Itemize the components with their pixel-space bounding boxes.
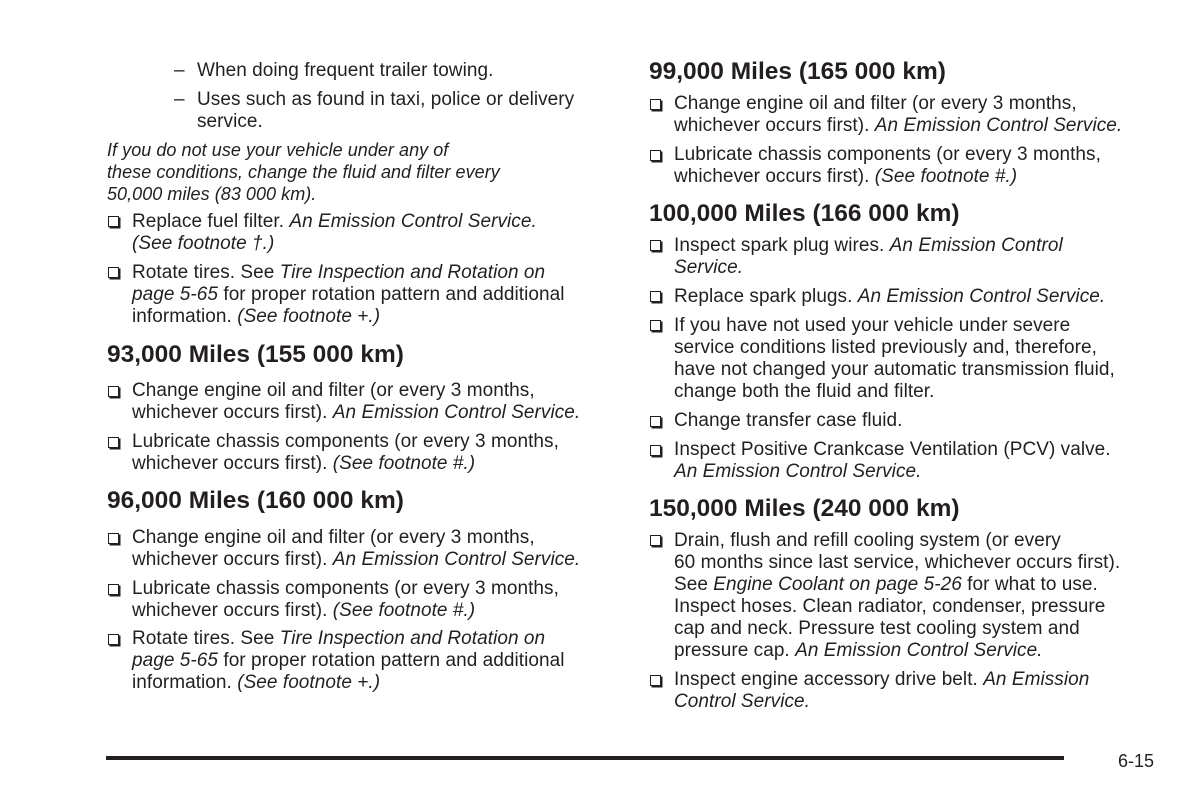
item-text: whichever occurs first).	[674, 115, 875, 136]
checklist-item-transfer-case-fluid: Change transfer case fluid.	[674, 410, 903, 431]
checkbox-icon[interactable]	[650, 150, 661, 161]
footnote-reference: (See footnote +.)	[237, 306, 381, 327]
checklist-item-transmission-fluid: If you have not used your vehicle under severe	[674, 315, 1071, 336]
checklist-item-rotate-tires-cont	[132, 650, 565, 672]
item-text: whichever occurs first).	[132, 600, 333, 621]
footnote-reference: (See footnote #.)	[332, 453, 476, 474]
checklist-item-rotate-tires-cont	[132, 672, 380, 694]
checklist-item-cooling-system: Drain, flush and refill cooling system (or every	[674, 530, 1061, 551]
item-text: for proper rotation pattern and additional	[218, 284, 565, 305]
item-text: Rotate tires. See	[132, 262, 280, 283]
checklist-item-transmission-fluid-cont: have not changed your automatic transmission fluid,	[674, 359, 1115, 380]
emission-control-note: An Emission Control Service.	[857, 286, 1106, 307]
checklist-item-cooling-system-cont	[674, 640, 1043, 662]
emission-control-note: An Emission Control Service.	[332, 402, 581, 423]
checklist-item-oil-change-cont	[674, 115, 1122, 137]
checkbox-icon[interactable]	[108, 267, 119, 278]
item-text: pressure cap.	[674, 640, 796, 661]
item-text: information.	[132, 672, 238, 693]
emission-control-note-cont: Service.	[674, 257, 744, 278]
checklist-item-spark-plug-wires	[674, 235, 1063, 257]
item-text: whichever occurs first).	[132, 402, 333, 423]
checkbox-icon[interactable]	[108, 386, 119, 397]
footnote-reference: (See footnote +.)	[237, 672, 381, 693]
page-reference-link[interactable]: page 5-65	[132, 284, 219, 305]
checklist-item-transmission-fluid-cont: service conditions listed previously and, therefore,	[674, 337, 1097, 358]
checklist-item-cooling-system-cont: 60 months since last service, whichever occurs first).	[674, 552, 1121, 573]
emission-control-note: An Emission Control Service.	[332, 549, 581, 570]
cross-reference-link[interactable]: Tire Inspection and Rotation on	[279, 262, 546, 283]
emission-control-note-cont: Control Service.	[674, 691, 810, 712]
emission-control-note: An Emission Control Service.	[795, 640, 1043, 661]
checklist-item-oil-change: Change engine oil and filter (or every 3 months,	[674, 93, 1077, 114]
checklist-item-pcv-valve: Inspect Positive Crankcase Ventilation (PCV) valve.	[674, 439, 1111, 460]
item-text: for what to use.	[961, 574, 1098, 595]
section-heading-93000: 93,000 Miles (155 000 km)	[107, 341, 404, 368]
checklist-item-rotate-tires	[132, 628, 545, 650]
checkbox-icon[interactable]	[650, 416, 661, 427]
item-text: whichever occurs first).	[132, 453, 333, 474]
checklist-item-spark-plugs	[674, 286, 1105, 308]
item-text: information.	[132, 306, 238, 327]
section-heading-99000: 99,000 Miles (165 000 km)	[649, 58, 946, 85]
checkbox-icon[interactable]	[108, 437, 119, 448]
footnote-reference: (See footnote †.)	[132, 233, 275, 254]
dash-item-taxi-police: Uses such as found in taxi, police or delivery	[197, 89, 575, 110]
page-number: 6-15	[1118, 751, 1155, 771]
checkbox-icon[interactable]	[650, 240, 661, 251]
checklist-item-cooling-system-cont: Inspect hoses. Clean radiator, condenser, pressure	[674, 596, 1106, 617]
checkbox-icon[interactable]	[650, 535, 661, 546]
emission-control-note: An Emission	[983, 669, 1090, 690]
checklist-item-rotate-tires-cont	[132, 284, 565, 306]
item-text: See	[674, 574, 714, 595]
dash-bullet: –	[174, 60, 185, 81]
footer-rule	[106, 756, 1064, 760]
item-text: for proper rotation pattern and additional	[218, 650, 565, 671]
section-heading-96000: 96,000 Miles (160 000 km)	[107, 487, 404, 514]
cross-reference-link[interactable]: Engine Coolant on page 5-26	[713, 574, 962, 595]
dash-item-taxi-police-cont: service.	[197, 111, 263, 132]
section-heading-150000: 150,000 Miles (240 000 km)	[649, 495, 960, 522]
footnote-reference: (See footnote #.)	[332, 600, 476, 621]
item-text: whichever occurs first).	[132, 549, 333, 570]
emission-control-note: An Emission Control Service.	[874, 115, 1123, 136]
checklist-item-lubricate-chassis: Lubricate chassis components (or every 3 months,	[674, 144, 1101, 165]
checkbox-icon[interactable]	[108, 216, 119, 227]
checklist-item-lubricate-chassis: Lubricate chassis components (or every 3 months,	[132, 431, 559, 452]
checklist-item-oil-change: Change engine oil and filter (or every 3 months,	[132, 527, 535, 548]
emission-control-note: An Emission Control Service.	[674, 461, 922, 482]
emission-control-note: An Emission Control	[889, 235, 1063, 256]
checklist-item-lubricate-chassis: Lubricate chassis components (or every 3 months,	[132, 578, 559, 599]
note-line: these conditions, change the fluid and filter every	[107, 162, 500, 182]
checklist-item-cooling-system-cont: cap and neck. Pressure test cooling system and	[674, 618, 1080, 639]
checklist-item-lubricate-chassis-cont	[132, 600, 475, 622]
page-reference-link[interactable]: page 5-65	[132, 650, 219, 671]
checklist-item-cooling-system-cont	[674, 574, 1098, 596]
item-text: whichever occurs first).	[674, 166, 875, 187]
checkbox-icon[interactable]	[650, 291, 661, 302]
note-line: If you do not use your vehicle under any of	[107, 140, 449, 160]
checkbox-icon[interactable]	[650, 320, 661, 331]
item-text: Replace fuel filter.	[132, 211, 290, 232]
checklist-item-rotate-tires-cont	[132, 306, 380, 328]
checklist-item-drive-belt	[674, 669, 1089, 691]
checklist-item-rotate-tires	[132, 262, 545, 284]
dash-item-trailer-towing: When doing frequent trailer towing.	[197, 60, 494, 81]
item-text: Inspect spark plug wires.	[674, 235, 890, 256]
note-line: 50,000 miles (83 000 km).	[107, 184, 317, 204]
footnote-reference: (See footnote #.)	[874, 166, 1018, 187]
checkbox-icon[interactable]	[650, 99, 661, 110]
checklist-item-oil-change-cont	[132, 549, 580, 571]
checkbox-icon[interactable]	[108, 634, 119, 645]
dash-bullet: –	[174, 89, 185, 110]
checkbox-icon[interactable]	[650, 675, 661, 686]
checklist-item-lubricate-chassis-cont	[132, 453, 475, 475]
checkbox-icon[interactable]	[108, 584, 119, 595]
checkbox-icon[interactable]	[650, 445, 661, 456]
item-text: Inspect engine accessory drive belt.	[674, 669, 984, 690]
checklist-item-oil-change: Change engine oil and filter (or every 3 months,	[132, 380, 535, 401]
checklist-item-replace-fuel-filter	[132, 211, 537, 233]
cross-reference-link[interactable]: Tire Inspection and Rotation on	[279, 628, 546, 649]
checkbox-icon[interactable]	[108, 533, 119, 544]
checklist-item-lubricate-chassis-cont	[674, 166, 1017, 188]
checklist-item-oil-change-cont	[132, 402, 580, 424]
section-heading-100000: 100,000 Miles (166 000 km)	[649, 200, 960, 227]
item-text: Rotate tires. See	[132, 628, 280, 649]
checklist-item-transmission-fluid-cont: change both the fluid and filter.	[674, 381, 935, 402]
emission-control-note: An Emission Control Service.	[289, 211, 537, 232]
item-text: Replace spark plugs.	[674, 286, 858, 307]
